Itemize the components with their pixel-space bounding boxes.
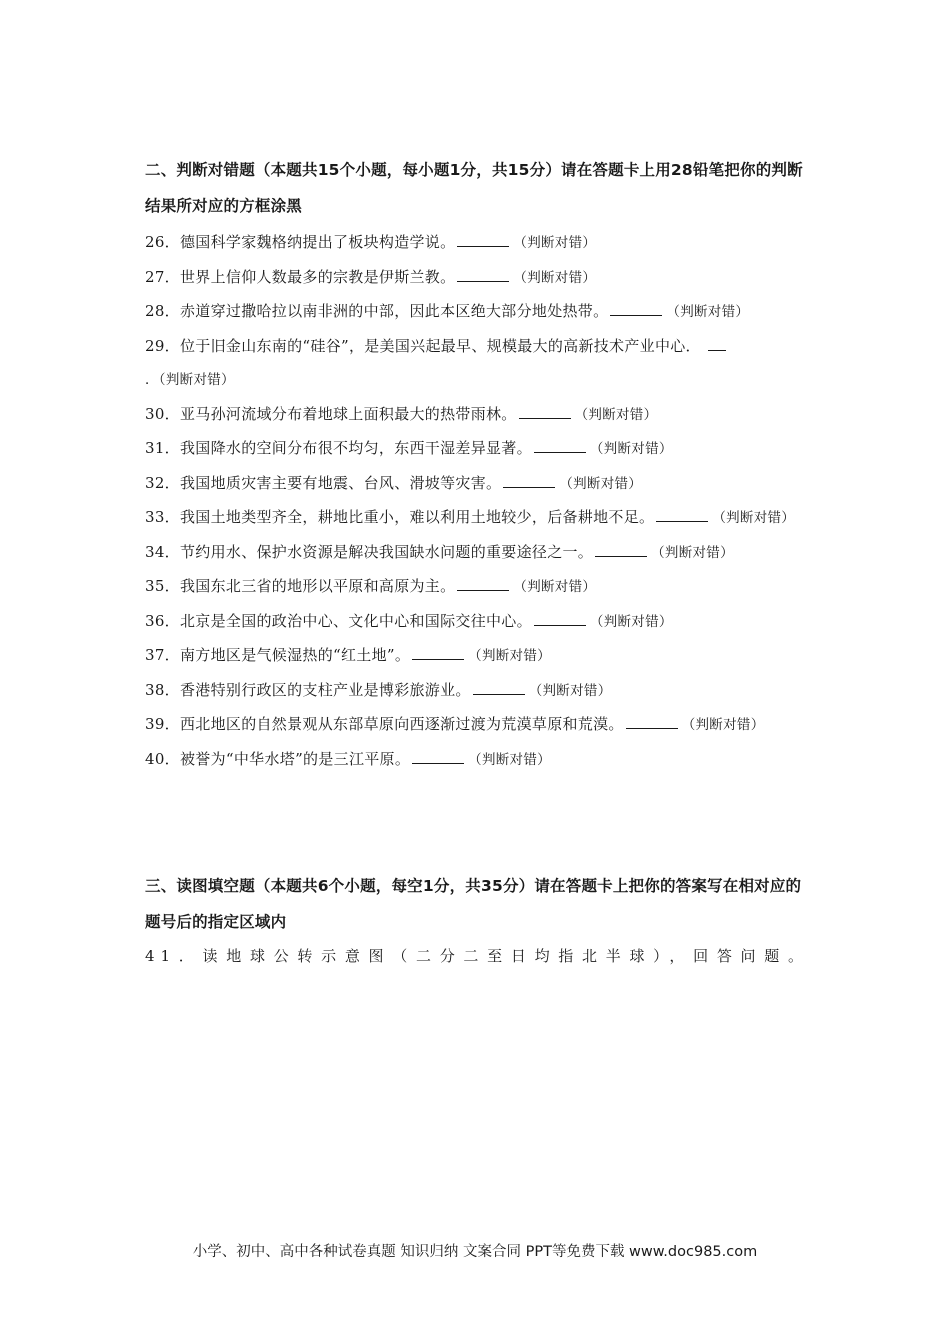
judge-label: （判断对错） [468, 648, 551, 664]
answer-blank[interactable] [503, 473, 555, 488]
question-text: 我国土地类型齐全，耕地比重小，难以利用土地较少，后备耕地不足。 [180, 508, 655, 526]
answer-blank[interactable] [457, 232, 509, 247]
answer-blank[interactable] [626, 714, 678, 729]
question-number: 40． [145, 749, 180, 768]
question-28 [145, 295, 809, 330]
answer-blank[interactable] [412, 645, 464, 660]
question-number: 39． [145, 715, 180, 733]
question-number: 32． [145, 473, 180, 492]
question-text: 北京是全国的政治中心、文化中心和国际交往中心。 [180, 611, 532, 630]
question-38 [145, 674, 809, 709]
answer-blank[interactable] [457, 576, 509, 591]
question-text: 亚马孙河流域分布着地球上面积最大的热带雨林。 [180, 404, 517, 423]
question-text: 西北地区的自然景观从东部草原向西逐渐过渡为荒漠草原和荒漠。 [180, 715, 624, 733]
judge-label: （判断对错） [513, 269, 597, 286]
question-number: 31． [145, 439, 180, 457]
question-39 [145, 708, 809, 743]
question-31 [145, 432, 809, 467]
answer-blank[interactable] [457, 267, 509, 282]
answer-blank[interactable] [708, 336, 726, 351]
question-number: 37． [145, 646, 180, 664]
question-text: 我国降水的空间分布很不均匀，东西干湿差异显著。 [180, 439, 532, 457]
question-29 [145, 330, 809, 398]
question-text: 我国东北三省的地形以平原和高原为主。 [180, 577, 456, 595]
judge-label: （判断对错） [468, 751, 551, 768]
answer-blank[interactable] [656, 507, 708, 522]
question-number: 34． [145, 542, 180, 561]
section-2-heading: 二、判断对错题（本题共15个小题，每小题1分，共15分）请在答题卡上用28铅笔把你的判断结果所对应的方框涂黑 [145, 161, 803, 215]
judge-label: （判断对错） [574, 406, 658, 423]
judge-label: （判断对错） [589, 613, 673, 630]
answer-blank[interactable] [473, 680, 525, 695]
question-33 [145, 501, 809, 536]
answer-blank[interactable] [519, 404, 571, 419]
question-35 [145, 570, 809, 605]
question-number: 35． [145, 577, 180, 595]
question-text: 香港特别行政区的支柱产业是博彩旅游业。 [180, 680, 471, 699]
answer-blank[interactable] [610, 301, 662, 316]
question-37 [145, 639, 809, 674]
question-text: 被誉为“中华水塔”的是三江平原。 [180, 749, 411, 768]
judge-label: （判断对错） [681, 717, 765, 733]
question-36 [145, 605, 809, 640]
question-number: 30． [145, 404, 180, 423]
answer-blank[interactable] [412, 749, 464, 764]
question-number: 26． [145, 233, 180, 251]
question-number: 38． [145, 680, 180, 699]
question-list [145, 226, 809, 777]
question-text: 德国科学家魏格纳提出了板块构造学说。 [180, 233, 456, 251]
question-32 [145, 467, 809, 502]
question-number: 33． [145, 508, 180, 526]
judge-label: （判断对错） [712, 510, 796, 526]
judge-label: （判断对错） [513, 235, 597, 251]
question-text: 节约用水、保护水资源是解决我国缺水问题的重要途径之一。 [180, 542, 594, 561]
judge-label: ．（判断对错） [145, 372, 235, 388]
question-number: 29． [145, 336, 180, 355]
question-number: 36． [145, 611, 180, 630]
question-text: 赤道穿过撒哈拉以南非洲的中部，因此本区绝大部分地处热带。 [180, 302, 609, 320]
question-number: 28． [145, 302, 180, 320]
answer-blank[interactable] [595, 542, 647, 557]
question-text: 位于旧金山东南的“硅谷”，是美国兴起最早、规模最大的高新技术产业中心． [180, 336, 701, 355]
question-41: 41．读地球公转示意图（二分二至日均指北半球），回答问题。 [145, 947, 809, 965]
question-text: 世界上信仰人数最多的宗教是伊斯兰教。 [180, 267, 456, 286]
question-number: 27． [145, 267, 180, 286]
question-34 [145, 536, 809, 571]
judge-label: （判断对错） [559, 475, 643, 492]
judge-label: （判断对错） [513, 579, 597, 595]
judge-label: （判断对错） [651, 544, 734, 561]
judge-label: （判断对错） [528, 682, 612, 699]
question-30 [145, 398, 809, 433]
answer-blank[interactable] [534, 611, 586, 626]
section-3-heading: 三、读图填空题（本题共6个小题，每空1分，共35分）请在答题卡上把你的答案写在相对应的题号后的指定区域内 [145, 877, 802, 931]
question-27 [145, 261, 809, 296]
question-40 [145, 743, 809, 778]
question-text: 我国地质灾害主要有地震、台风、滑坡等灾害。 [180, 473, 502, 492]
judge-label: （判断对错） [666, 304, 750, 320]
question-26 [145, 226, 809, 261]
page-footer: 小学、初中、高中各种试卷真题 知识归纳 文案合同 PPT等免费下载 www.doc985.com [192, 1244, 758, 1260]
question-text: 南方地区是气候湿热的“红土地”。 [180, 646, 411, 664]
judge-label: （判断对错） [589, 441, 673, 457]
answer-blank[interactable] [534, 438, 586, 453]
